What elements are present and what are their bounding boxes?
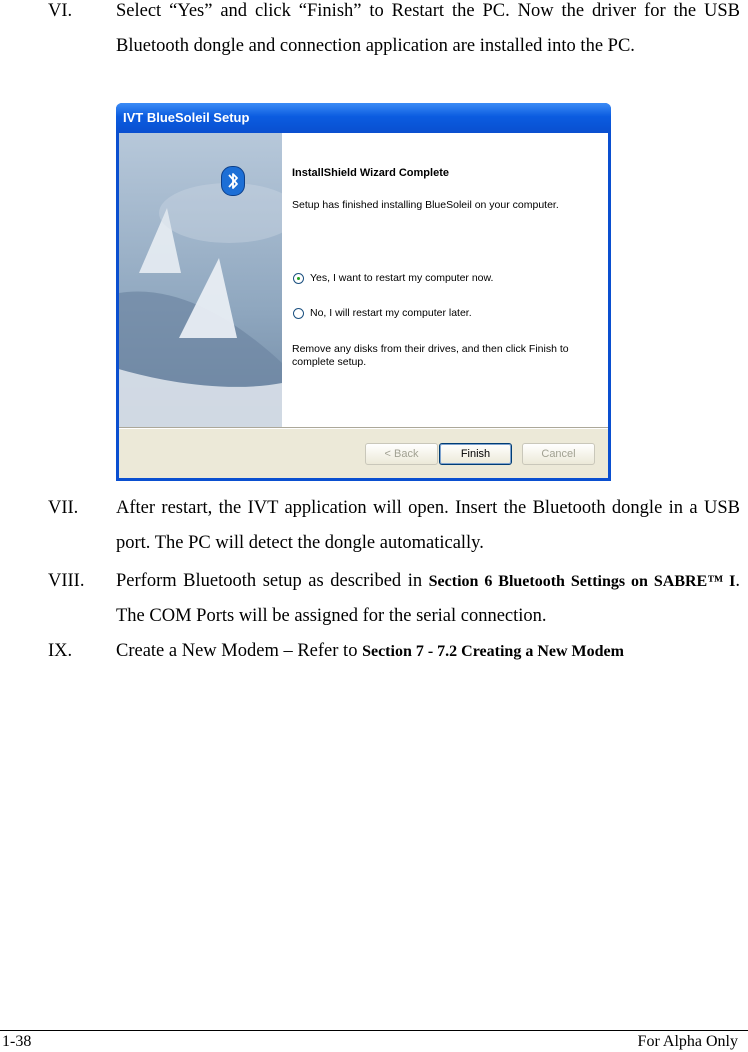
back-button[interactable]: < Back (365, 443, 438, 465)
window-client-area (119, 133, 608, 478)
banner-graphic (119, 133, 282, 427)
page-number: 1-38 (2, 1033, 32, 1050)
step-number: VI. (48, 1, 73, 21)
step-vii (48, 491, 740, 561)
step-text: Select “Yes” and click “Finish” to Restart the PC. Now the driver for the USB Bluetooth dongle and connection application are installed into the PC. (116, 1, 740, 56)
footer-rule (0, 1030, 748, 1031)
step-text (116, 564, 740, 634)
restart-later-radio[interactable] (293, 308, 304, 319)
bluetooth-icon (221, 166, 245, 196)
restart-now-radio[interactable] (293, 273, 304, 284)
step-text: After restart, the IVT application will open. Insert the Bluetooth dongle in a USB port. The PC will detect the dongle automatically. (116, 498, 740, 553)
restart-now-label[interactable]: Yes, I want to restart my computer now. (310, 272, 494, 284)
step-text-lead: Create a New Modem – Refer to (116, 641, 363, 661)
step-number: IX. (48, 641, 73, 661)
cancel-button[interactable]: Cancel (522, 443, 595, 465)
restart-later-label[interactable]: No, I will restart my computer later. (310, 307, 472, 319)
step-text (116, 634, 740, 669)
step-ix (48, 634, 740, 669)
step-number: VII. (48, 498, 79, 518)
section-reference: Section 6 Bluetooth Settings on SABRE™ I (428, 573, 736, 590)
wizard-content (282, 133, 608, 427)
wizard-side-banner (119, 133, 282, 427)
setup-window (116, 103, 611, 481)
window-title: IVT BlueSoleil Setup (123, 110, 250, 125)
step-number: VIII. (48, 571, 85, 591)
wizard-message: Setup has finished installing BlueSoleil on your computer. (292, 199, 559, 211)
step-text-tail: . The COM Ports will be assigned for the serial connection. (116, 571, 741, 626)
step-text-lead: Perform Bluetooth setup as described in (116, 571, 429, 591)
window-titlebar (116, 103, 611, 133)
button-bar (119, 429, 608, 478)
footer-note: For Alpha Only (637, 1033, 738, 1050)
step-viii (48, 564, 740, 634)
section-reference: Section 7 - 7.2 Creating a New Modem (362, 643, 624, 660)
wizard-note: Remove any disks from their drives, and then click Finish to complete setup. (292, 343, 569, 368)
step-vi (48, 0, 740, 64)
finish-button[interactable]: Finish (439, 443, 512, 465)
wizard-heading: InstallShield Wizard Complete (292, 167, 449, 179)
